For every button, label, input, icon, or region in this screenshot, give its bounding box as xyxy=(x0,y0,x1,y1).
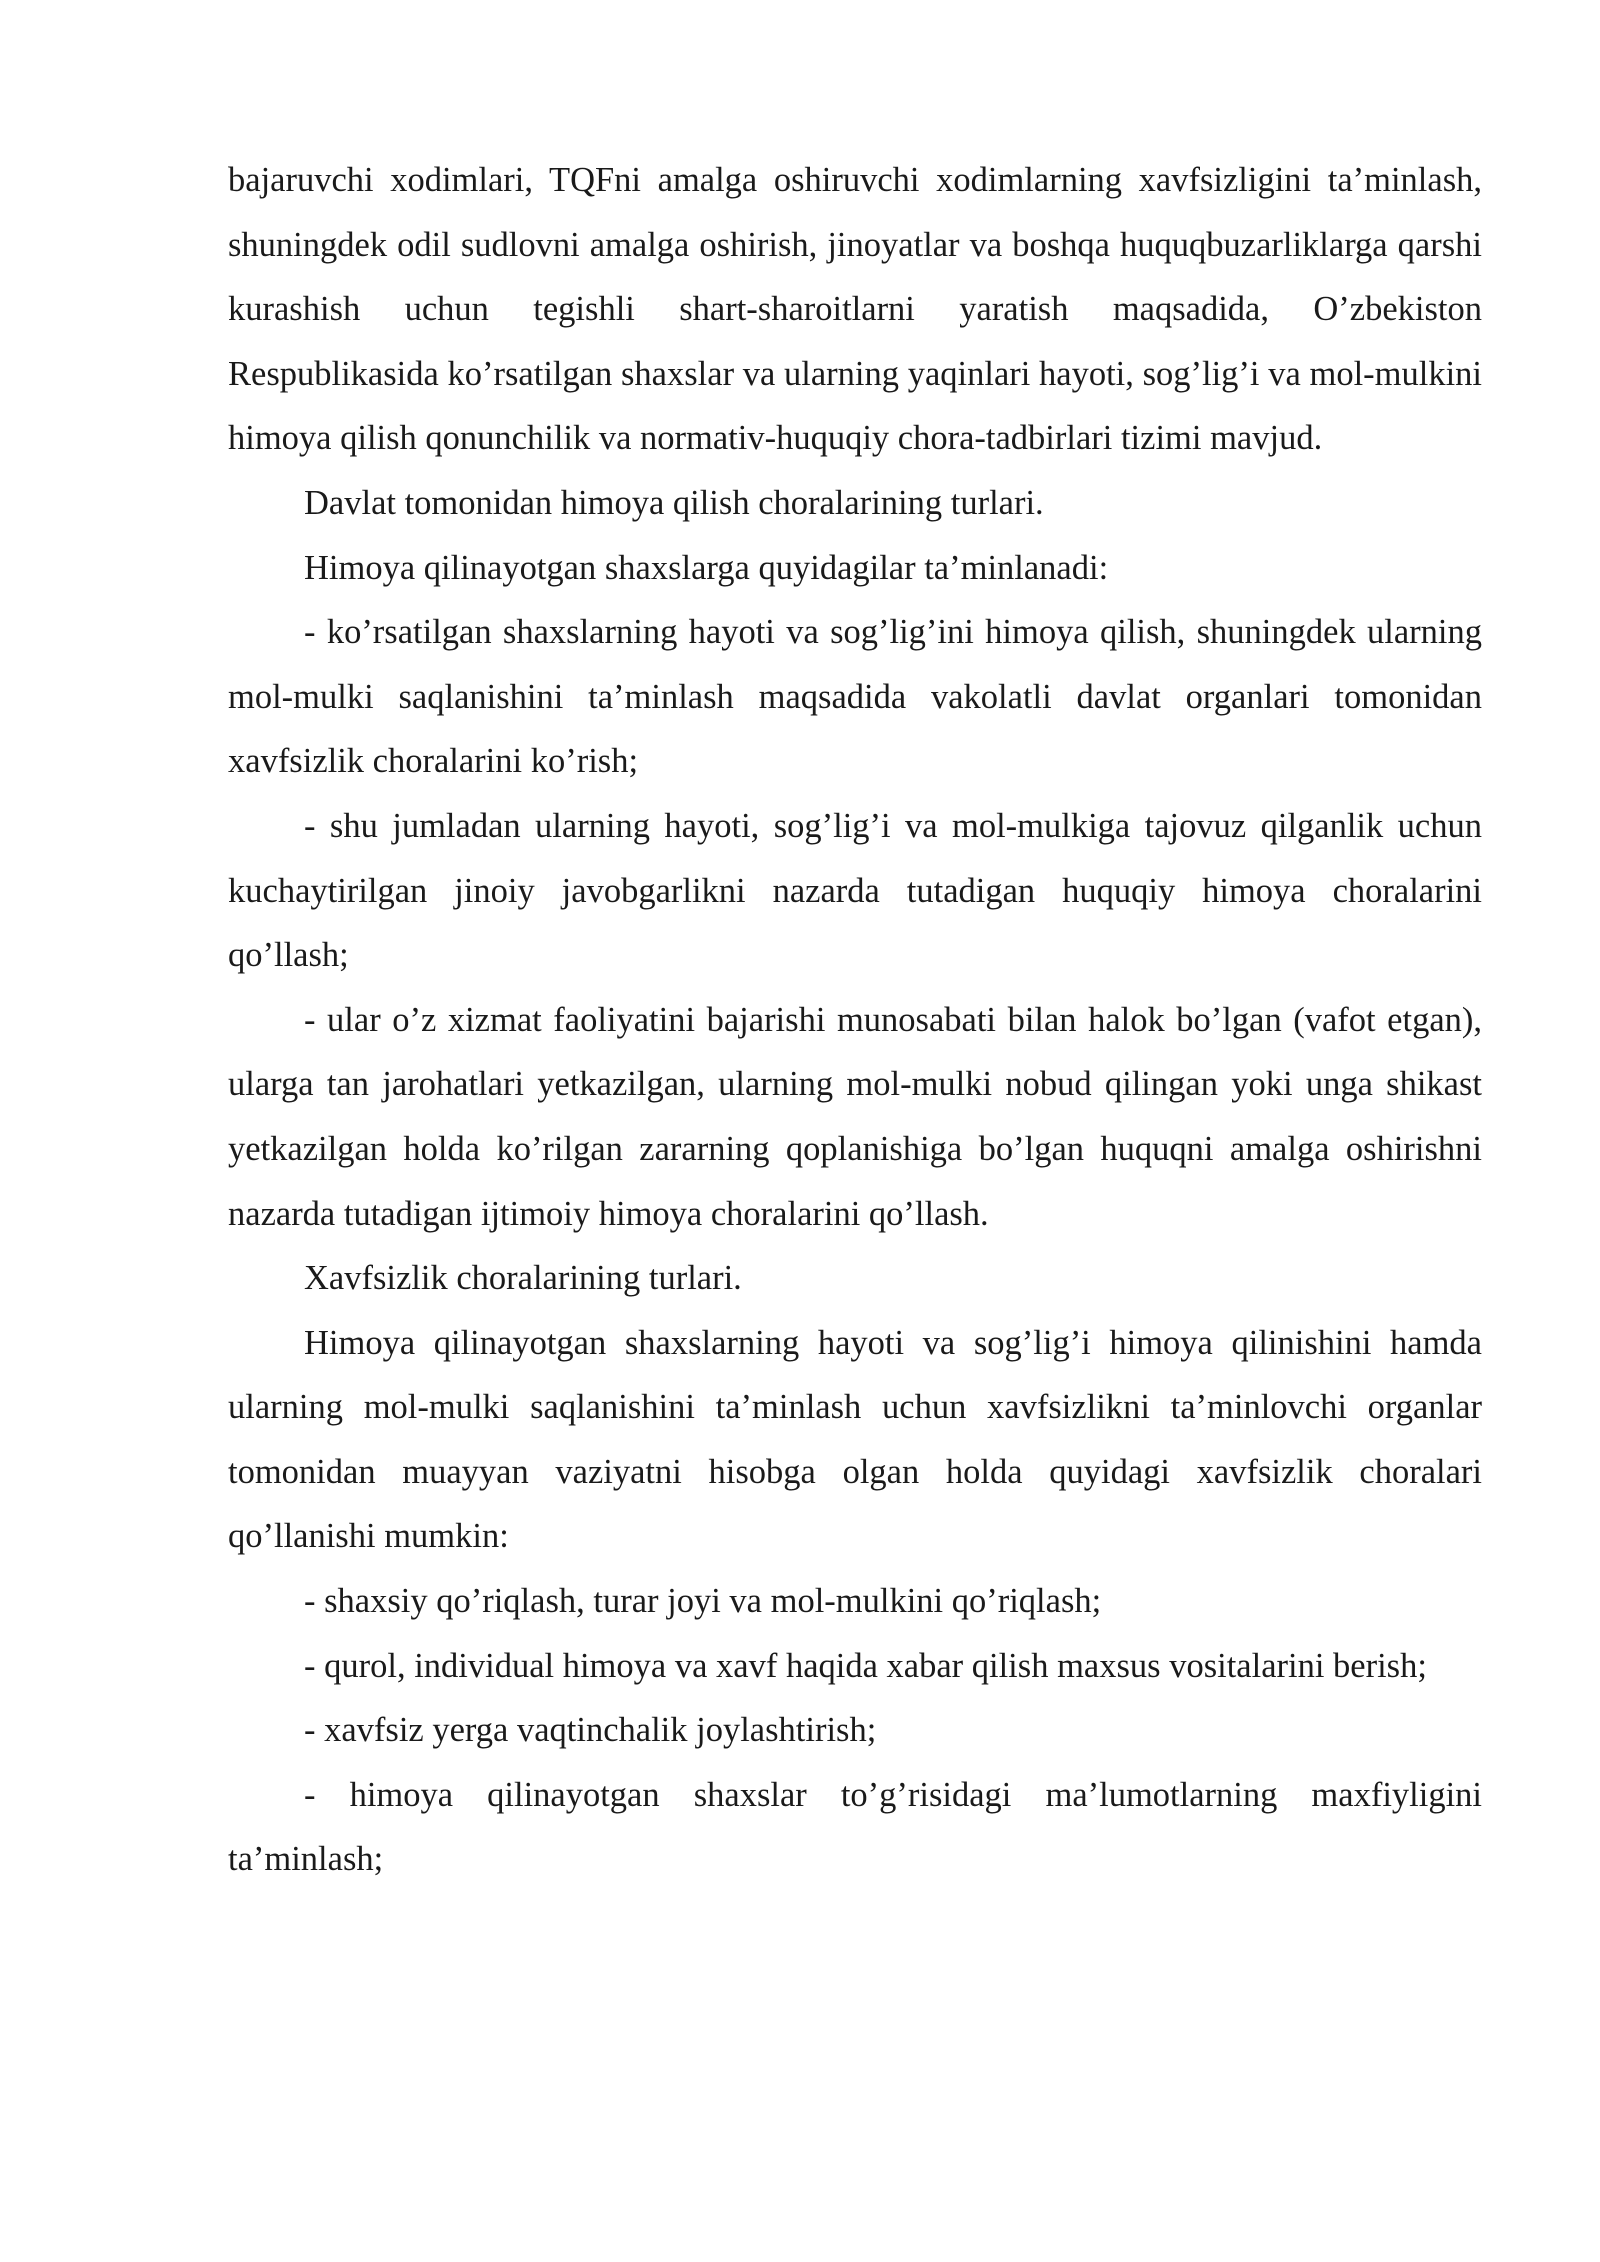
list-item-social-protection: - ular o’z xizmat faoliyatini bajarishi munosabati bilan halok bo’lgan (vafot etgan), ularga tan jarohatlari yetkazilgan, ularning mol-mulki nobud qilingan yoki unga shikast yetkazilgan holda ko’rilgan zararning qoplanishiga bo’lgan huquqni amalga oshirishni nazarda tutadigan ijtimoiy himoya choralarini qo’llash. xyxy=(228,1000,1482,1233)
list-item-legal-protection: - shu jumladan ularning hayoti, sog’lig’i va mol-mulkiga tajovuz qilganlik uchun kuchaytirilgan jinoiy javobgarlikni nazarda tutadigan huquqiy himoya choralarini qo’llash; xyxy=(228,806,1482,975)
list-item-personal-guard: - shaxsiy qo’riqlash, turar joyi va mol-mulkini qo’riqlash; xyxy=(304,1582,1102,1621)
list-item-relocation: - xavfsiz yerga vaqtinchalik joylashtirish; xyxy=(304,1711,877,1750)
list-item-confidentiality: - himoya qilinayotgan shaxslar to’g’risidagi ma’lumotlarning maxfiyligini ta’minlash; xyxy=(228,1775,1482,1879)
list-item-weapons: - qurol, individual himoya va xavf haqida xabar qilish maxsus vositalarini berish; xyxy=(304,1646,1427,1685)
heading-security-measure-types: Xavfsizlik choralarining turlari. xyxy=(304,1259,742,1298)
paragraph-security-measures-intro: Himoya qilinayotgan shaxslarning hayoti va sog’lig’i himoya qilinishini hamda ularning mol-mulki saqlanishini ta’minlash uchun xavfsizlikni ta’minlovchi organlar tomonidan muayyan vaziyatni hisobga olgan holda quyidagi xavfsizlik choralari qo’llanishi mumkin: xyxy=(228,1323,1482,1556)
heading-state-protection-types: Davlat tomonidan himoya qilish choralarining turlari. xyxy=(304,483,1044,522)
paragraph-intro: bajaruvchi xodimlari, TQFni amalga oshiruvchi xodimlarning xavfsizligini ta’minlash, shuningdek odil sudlovni amalga oshirish, jinoyatlar va boshqa huquqbuzarliklarga qarshi kurashish uchun tegishli shart-sharoitlarni yaratish maqsadida, O’zbekiston Respublikasida ko’rsatilgan shaxslar va ularning yaqinlari hayoti, sog’lig’i va mol-mulkini himoya qilish qonunchilik va normativ-huquqiy chora-tadbirlari tizimi mavjud. xyxy=(228,161,1482,458)
list-item-security-measures: - ko’rsatilgan shaxslarning hayoti va sog’lig’ini himoya qilish, shuningdek ularning mol-mulki saqlanishini ta’minlash maqsadida vakolatli davlat organlari tomonidan xavfsizlik choralarini ko’rish; xyxy=(228,613,1482,781)
paragraph-protected-persons: Himoya qilinayotgan shaxslarga quyidagilar ta’minlanadi: xyxy=(304,548,1109,587)
document-body xyxy=(228,148,1482,1892)
